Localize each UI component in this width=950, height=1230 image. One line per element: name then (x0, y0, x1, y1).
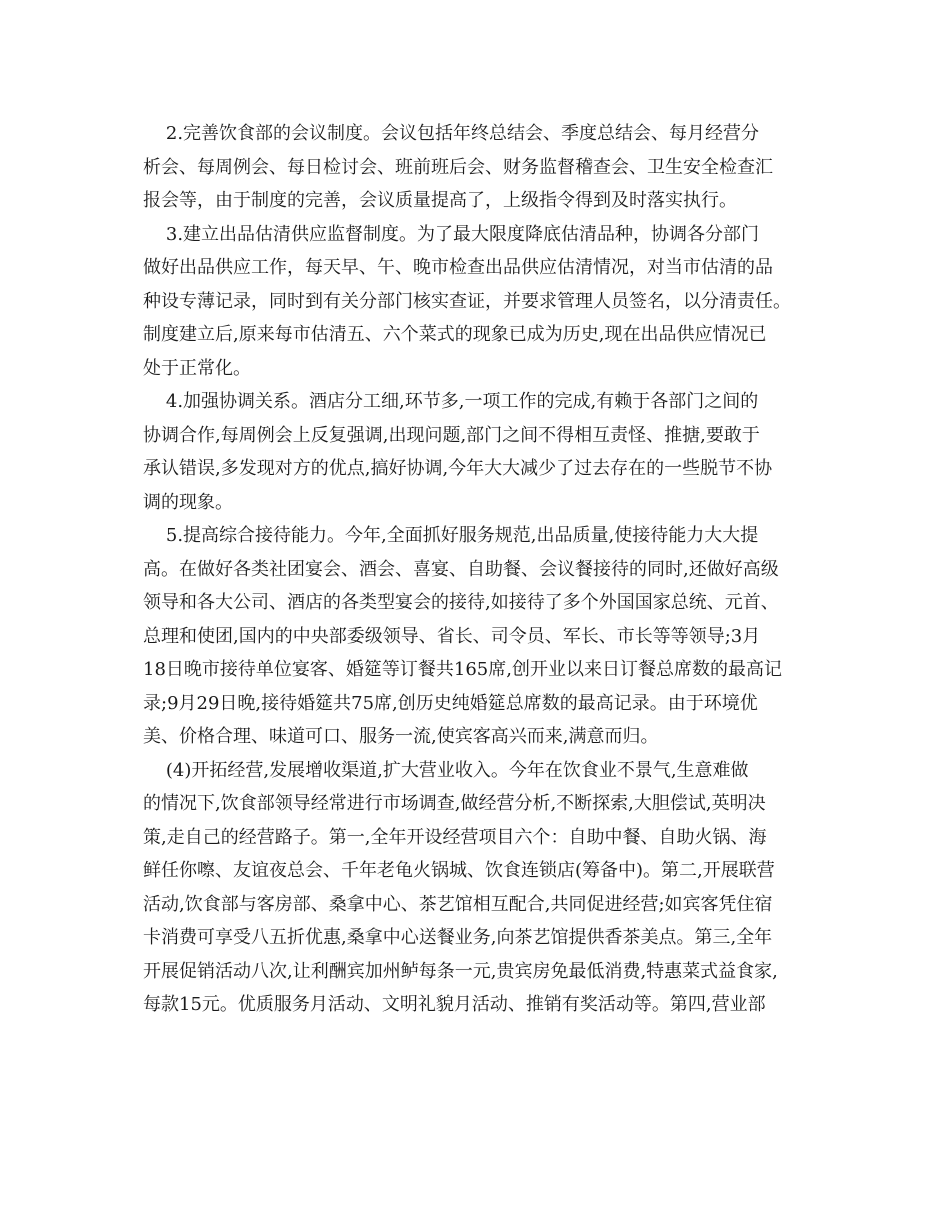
text-line: 总理和使团,国内的中央部委级领导、省长、司令员、军长、市长等等领导;3月 (143, 625, 761, 647)
text-line: 制度建立后,原来每市估清五、六个菜式的现象已成为历史,现在出品供应情况已 (143, 324, 767, 345)
text-line: 协调合作,每周例会上反复强调,出现问题,部门之间不得相互责怪、推搪,要敢于 (143, 424, 760, 446)
text-line: (4)开拓经营,发展增收渠道,扩大营业收入。今年在饮食业不景气,生意难做 (143, 759, 749, 781)
text-line: 5.提高综合接待能力。今年,全面抓好服务规范,出品质量,使接待能力大大提 (143, 525, 759, 546)
text-line: 调的现象。 (143, 491, 233, 513)
text-line: 每款15元。优质服务月活动、文明礼貌月活动、推销有奖活动等。第四,营业部 (143, 994, 766, 1015)
text-line: 18日晚市接待单位宴客、婚筵等订餐共165席,创开业以来日订餐总席数的最高记 (143, 659, 782, 680)
text-line: 报会等，由于制度的完善，会议质量提高了，上级指令得到及时落实执行。 (143, 190, 737, 211)
text-line: 领导和各大公司、酒店的各类型宴会的接待,如接待了多个外国国家总统、元首、 (143, 592, 779, 613)
text-line: 析会、每周例会、每日检讨会、班前班后会、财务监督稽查会、卫生安全检查汇 (143, 156, 773, 178)
text-line: 录;9月29日晚,接待婚筵共75席,创历史纯婚筵总席数的最高记录。由于环境优 (143, 692, 758, 714)
text-line: 4.加强协调关系。酒店分工细,环节多,一项工作的完成,有赖于各部门之间的 (143, 391, 759, 412)
text-line: 承认错误,多发现对方的优点,搞好协调,今年大大减少了过去存在的一些脱节不协 (143, 458, 773, 479)
text-line: 美、价格合理、味道可口、服务一流,使宾客高兴而来,满意而归。 (143, 726, 659, 747)
body-text (143, 117, 823, 1022)
text-line: 策,走自己的经营路子。第一,全年开设经营项目六个：自助中餐、自助火锅、海 (143, 826, 767, 848)
text-line: 开展促销活动八次,让利酬宾加州鲈每条一元,贵宾房免最低消费,特惠菜式益食家, (143, 960, 778, 982)
text-line: 种设专薄记录，同时到有关分部门核实查证，并要求管理人员签名，以分清责任。 (143, 290, 791, 312)
text-line: 高。在做好各类社团宴会、酒会、喜宴、自助餐、会议餐接待的同时,还做好高级 (143, 558, 779, 580)
text-line: 处于正常化。 (143, 357, 251, 379)
text-line: 3.建立出品估清供应监督制度。为了最大限度降底估清品种，协调各分部门 (143, 223, 760, 245)
text-line: 做好出品供应工作，每天早、午、晚市检查出品供应估清情况，对当市估清的品 (143, 257, 773, 278)
text-line: 的情况下,饮食部领导经常进行市场调查,做经营分析,不断探索,大胆偿试,英明决 (143, 793, 766, 814)
text-line: 2.完善饮食部的会议制度。会议包括年终总结会、季度总结会、每月经营分 (143, 123, 760, 144)
text-line: 鲜任你嚓、友谊夜总会、千年老龟火锅城、饮食连锁店(筹备中)。第二,开展联营 (143, 860, 775, 881)
text-line: 卡消费可享受八五折优惠,桑拿中心送餐业务,向茶艺馆提供香茶美点。第三,全年 (143, 927, 773, 948)
text-line: 活动,饮食部与客房部、桑拿中心、茶艺馆相互配合,共同促进经营;如宾客凭住宿 (143, 893, 773, 915)
